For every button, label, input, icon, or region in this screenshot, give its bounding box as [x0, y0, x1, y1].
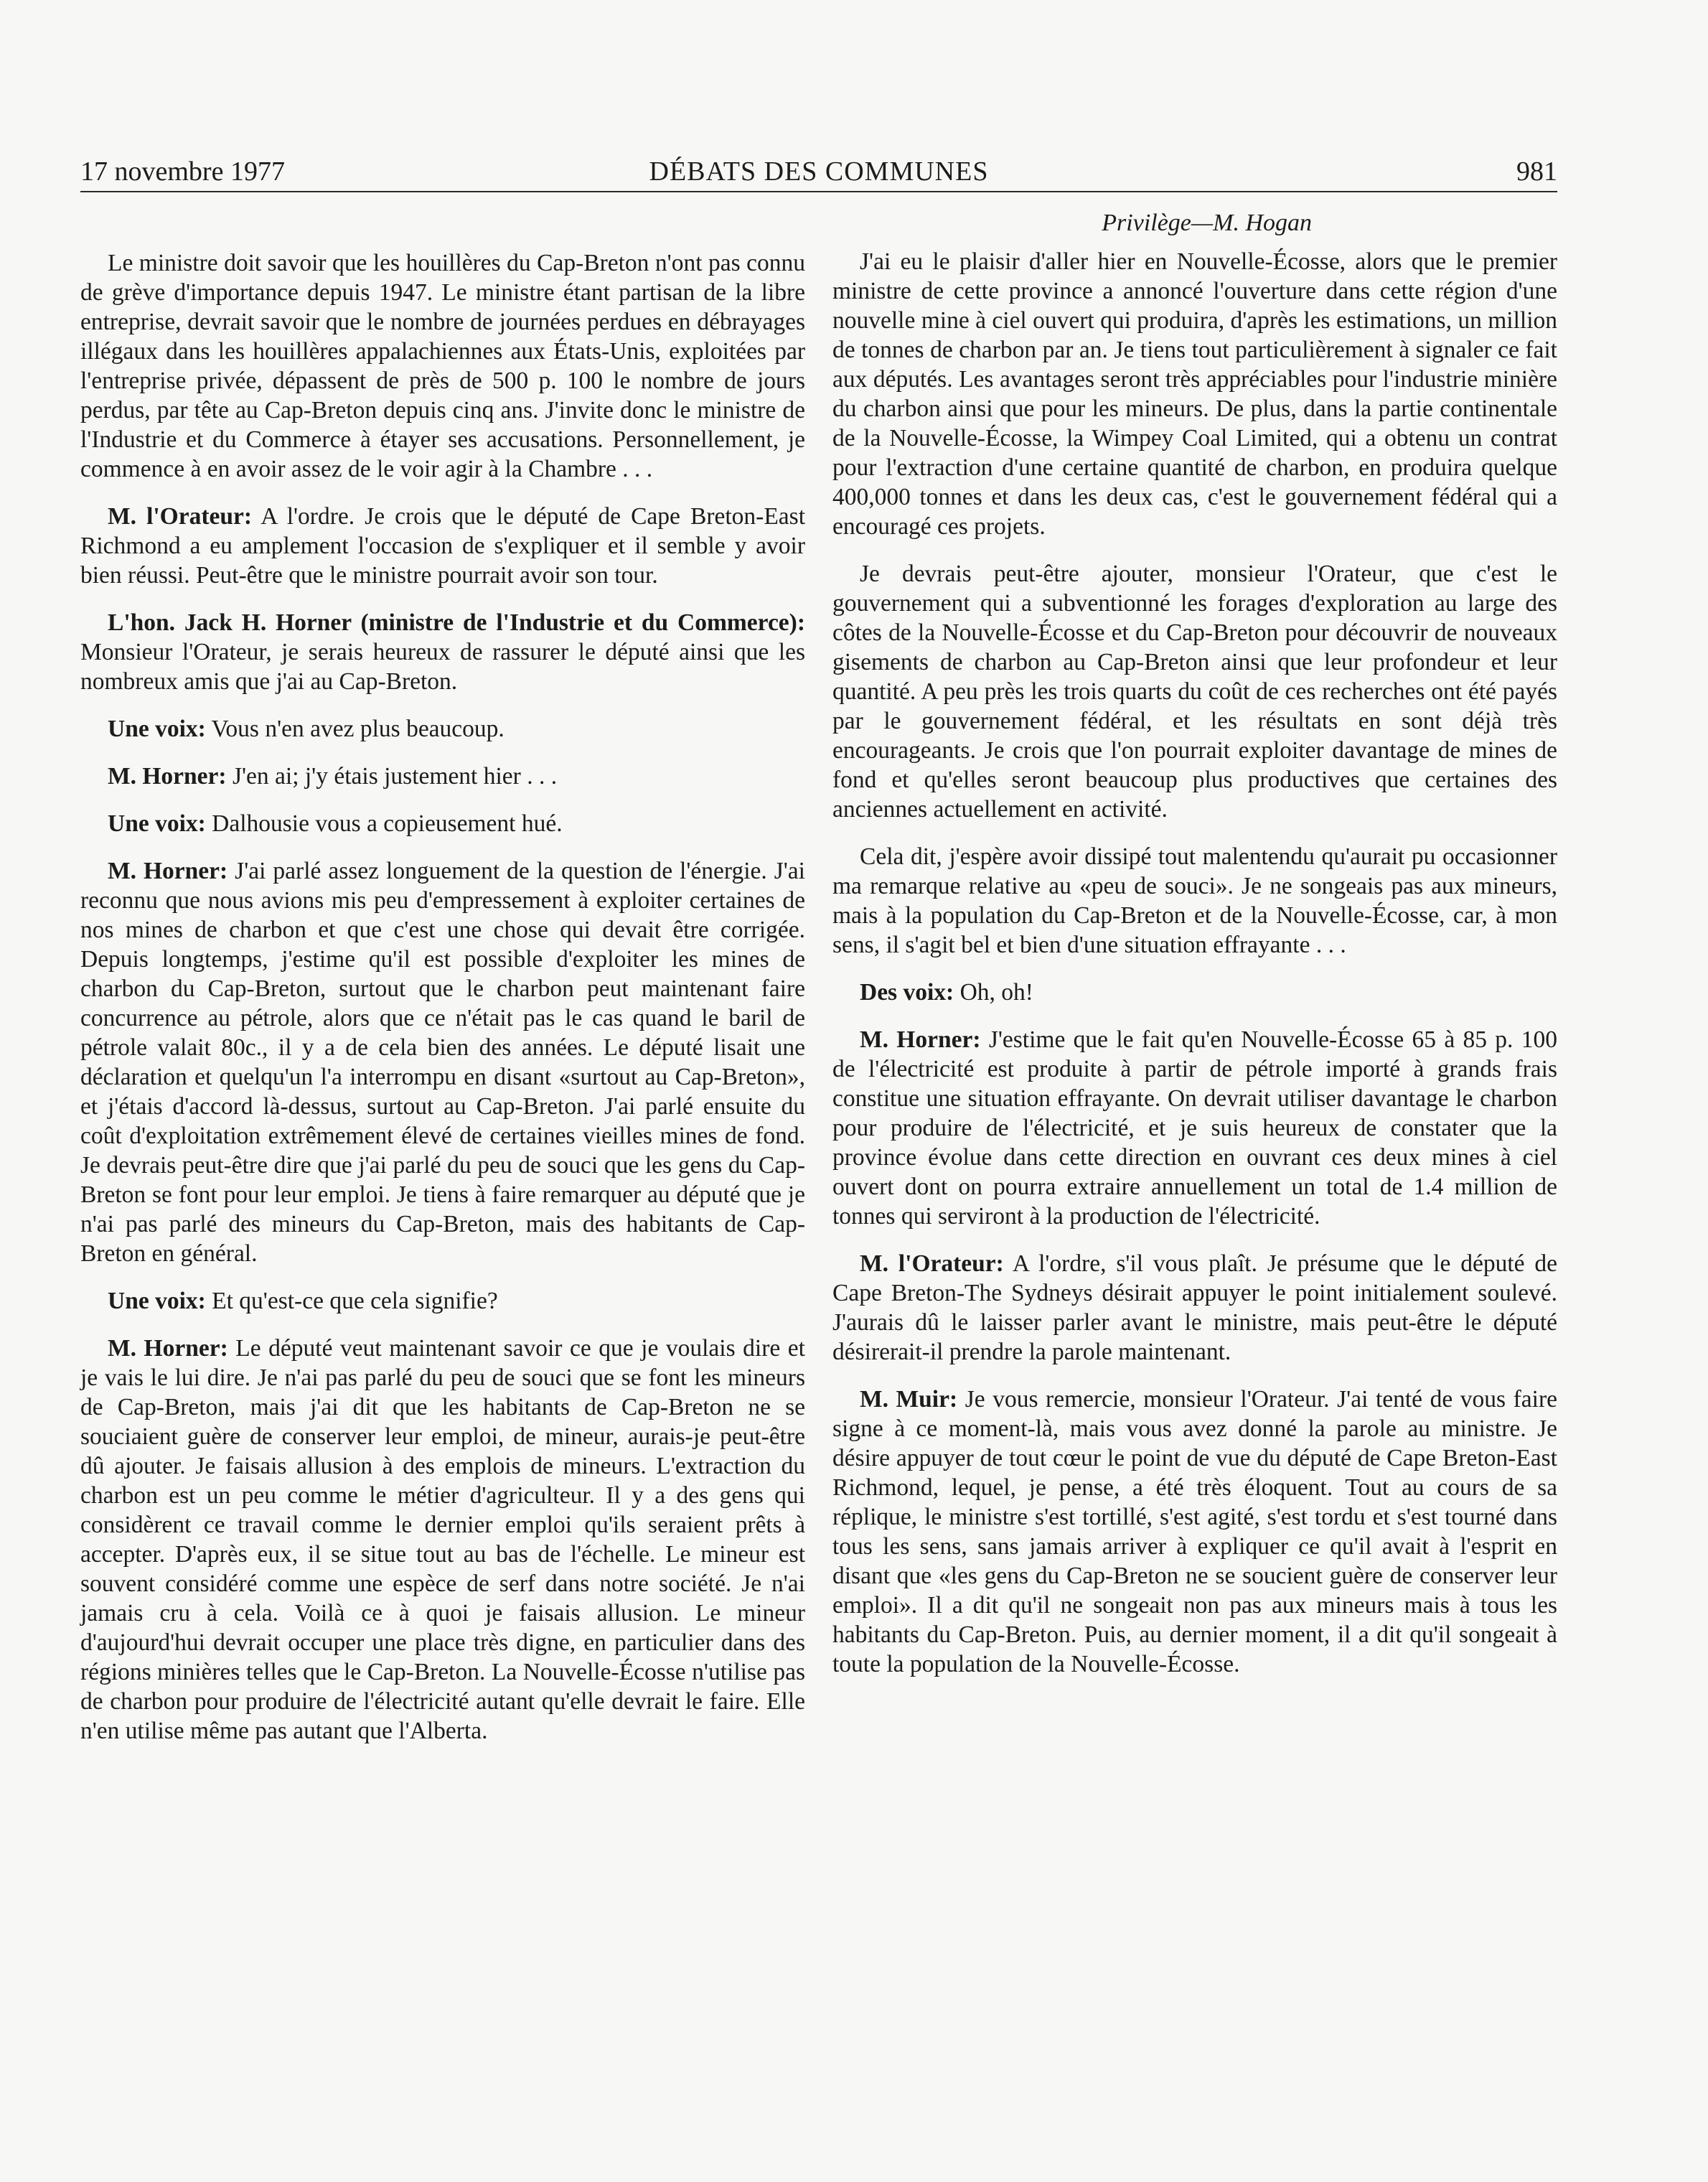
speaker-name: Une voix:: [108, 1288, 206, 1314]
paragraph: [80, 248, 805, 484]
speaker-name: M. l'Orateur:: [108, 503, 253, 530]
paragraph: [80, 502, 805, 590]
paragraph-text: J'estime que le fait qu'en Nouvelle-Écosse 65 à 85 p. 100 de l'électricité est produite à partir de pétrole importé à grands frais constitue une situation effrayante. On devrait utiliser davantage le charbon pour produire de l'électricité, et je suis heureux de constater que la province évolue dans cette direction en ouvrant ces deux mines à ciel ouvert dont on pourra extraire annuellement un total de 1.4 million de tonnes qui serviront à la production de l'électricité.: [832, 1026, 1557, 1230]
paragraph-text: Je devrais peut-être ajouter, monsieur l'Orateur, que c'est le gouvernement qui a subventionné les forages d'exploration au large des côtes de la Nouvelle-Écosse et du Cap-Breton pour découvrir de nouveaux gisements de charbon au Cap-Breton ainsi que leur profondeur et leur quantité. A peu près les trois quarts du coût de ces recherches ont été payés par le gouvernement fédéral, et les résultats en sont déjà très encourageants. Je crois que l'on pourrait exploiter davantage de mines de fond et qu'elles seront beaucoup plus productives que certaines des anciennes actuellement en activité.: [832, 561, 1557, 823]
speaker-name: Une voix:: [108, 810, 206, 837]
paragraph-text: J'ai eu le plaisir d'aller hier en Nouvelle-Écosse, alors que le premier ministre de cette province a annoncé l'ouverture dans cette région d'une nouvelle mine à ciel ouvert qui produira, d'après les estimations, un million de tonnes de charbon par an. Je tiens tout particulièrement à signaler ce fait aux députés. Les avantages seront très appréciables pour l'industrie minière du charbon ainsi que pour les mineurs. De plus, dans la partie continentale de la Nouvelle-Écosse, la Wimpey Coal Limited, qui a obtenu un contrat pour l'extraction d'une certaine quantité de charbon, en produira quelque 400,000 tonnes et dans les deux cas, c'est le gouvernement fédéral qui a encouragé ces projets.: [832, 248, 1557, 540]
paragraph: [832, 1249, 1557, 1367]
paragraph: [832, 1385, 1557, 1679]
paragraph-text: J'en ai; j'y étais justement hier . . .: [226, 763, 558, 790]
paragraph-text: Monsieur l'Orateur, je serais heureux de rassurer le député ainsi que les nombreux amis que j'ai au Cap-Breton.: [80, 639, 805, 695]
speaker-name: Des voix:: [860, 979, 954, 1006]
speaker-name: M. Muir:: [860, 1386, 958, 1413]
paragraph-text: Le député veut maintenant savoir ce que je voulais dire et je vais le lui dire. Je n'ai pas parlé du peu de souci que se font les mineurs de Cap-Breton, mais j'ai dit que les habitants de Cap-Breton ne se souciaient guère de conserver leur emploi, de mineur, aurais-je peut-être dû ajouter. Je faisais allusion à des emplois de mineurs. L'extraction du charbon est un peu comme le métier d'agriculteur. Il y a des gens qui considèrent ce travail comme le dernier emploi qu'ils seraient prêts à accepter. D'après eux, il se situe tout au bas de l'échelle. Le mineur est souvent considéré comme une espèce de serf dans notre société. Je n'ai jamais cru à cela. Voilà ce à quoi je faisais allusion. Le mineur d'aujourd'hui devrait occuper une place très digne, en particulier dans des régions minières telles que le Cap-Breton. La Nouvelle-Écosse n'utilise pas de charbon pour produire de l'électricité autant qu'elle devrait le faire. Elle n'en utilise même pas autant que l'Alberta.: [80, 1335, 805, 1744]
header-title: DÉBATS DES COMMUNES: [649, 156, 989, 187]
paragraph-text: Oh, oh!: [954, 979, 1033, 1006]
paragraph-text: Cela dit, j'espère avoir dissipé tout malentendu qu'aurait pu occasionner ma remarque relative au «peu de souci». Je ne songeais pas aux mineurs, mais à la population du Cap-Breton et de la Nouvelle-Écosse, car, à mon sens, il s'agit bel et bien d'une situation effrayante . . .: [832, 843, 1557, 958]
paragraph: [80, 1286, 805, 1316]
paragraph: [832, 842, 1557, 960]
paragraph: [832, 247, 1557, 541]
right-column: [832, 208, 1557, 1679]
paragraph-text: Le ministre doit savoir que les houillères du Cap-Breton n'ont pas connu de grève d'importance depuis 1947. Le ministre étant partisan de la libre entreprise, devrait savoir que le nombre de journées perdues en débrayages illégaux dans les houillères appalachiennes aux États-Unis, exploitées par l'entreprise privée, dépassent de près de 500 p. 100 le nombre de jours perdus, par tête au Cap-Breton depuis cinq ans. J'invite donc le ministre de l'Industrie et du Commerce à étayer ses accusations. Personnellement, je commence à en avoir assez de le voir agir à la Chambre . . .: [80, 250, 805, 482]
speaker-name: M. l'Orateur:: [860, 1250, 1004, 1277]
paragraph: [832, 559, 1557, 824]
speaker-name: M. Horner:: [108, 763, 227, 790]
speaker-name: M. Horner:: [860, 1026, 981, 1053]
page-number: 981: [1516, 156, 1557, 187]
header-date: 17 novembre 1977: [80, 156, 285, 187]
paragraph: [80, 714, 805, 744]
left-column: [80, 208, 805, 1746]
paragraph: [80, 608, 805, 696]
section-subheading: Privilège—M. Hogan: [1102, 210, 1312, 236]
speaker-name: L'hon. Jack H. Horner (ministre de l'Industrie et du Commerce):: [108, 609, 805, 636]
paragraph: [80, 809, 805, 838]
paragraph-text: A l'ordre. Je crois que le député de Cape Breton-East Richmond a eu amplement l'occasion de s'expliquer et il semble y avoir bien réussi. Peut-être que le ministre pourrait avoir son tour.: [80, 503, 806, 589]
paragraph: [832, 1025, 1557, 1231]
paragraph-text: J'ai parlé assez longuement de la question de l'énergie. J'ai reconnu que nous avions mis peu d'empressement à exploiter certaines de nos mines de charbon et que c'est une chose qui devait être corrigée. Depuis longtemps, j'estime qu'il est possible d'exploiter les mines de charbon du Cap-Breton, surtout que le charbon peut maintenant faire concurrence au pétrole, alors que ce n'était pas le cas quand le baril de pétrole valait 80c., il y a de cela bien des années. Le député lisait une déclaration et quelqu'un l'a interrompu en disant «surtout au Cap-Breton», et j'étais d'accord là-dessus, surtout au Cap-Breton. J'ai parlé ensuite du coût d'exploitation extrêmement élevé de certaines vieilles mines de fond. Je devrais peut-être dire que j'ai parlé du peu de souci que les gens du Cap-Breton se font pour leur emploi. Je tiens à faire remarquer au député que je n'ai pas parlé des mineurs du Cap-Breton, mais des habitants de Cap-Breton en général.: [80, 858, 805, 1267]
paragraph-text: A l'ordre, s'il vous plaît. Je présume que le député de Cape Breton-The Sydneys désirait appuyer le point initialement soulevé. J'aurais dû le laisser parler avant le ministre, mais peut-être le député désirerait-il prendre la parole maintenant.: [832, 1250, 1558, 1365]
paragraph: [80, 762, 805, 791]
speaker-name: M. Horner:: [108, 1335, 228, 1362]
paragraph-text: Je vous remercie, monsieur l'Orateur. J'ai tenté de vous faire signe à ce moment-là, mais vous avez donné la parole au ministre. Je désire appuyer de tout cœur le point de vue du député de Cape Breton-East Richmond, lequel, je pense, a été très éloquent. Tout au cours de sa réplique, le ministre s'est tortillé, s'est agité, s'est tordu et s'est tourné dans tous les sens, sans jamais arriver à expliquer ce qu'il avait à l'esprit en disant que «les gens du Cap-Breton ne se soucient guère de conserver leur emploi». Il a dit qu'il ne songeait non pas aux mineurs mais à tous les habitants du Cap-Breton. Puis, au dernier moment, il a dit qu'il songeait à toute la population de la Nouvelle-Écosse.: [832, 1386, 1558, 1677]
speaker-name: Une voix:: [108, 716, 206, 742]
paragraph-text: Et qu'est-ce que cela signifie?: [205, 1288, 498, 1314]
speaker-name: M. Horner:: [108, 858, 228, 884]
paragraph-text: Dalhousie vous a copieusement hué.: [205, 810, 563, 837]
paragraph: [832, 978, 1557, 1007]
paragraph: [80, 1334, 805, 1746]
running-header: [80, 151, 1557, 192]
paragraph: [80, 856, 805, 1268]
paragraph-text: Vous n'en avez plus beaucoup.: [205, 716, 505, 742]
